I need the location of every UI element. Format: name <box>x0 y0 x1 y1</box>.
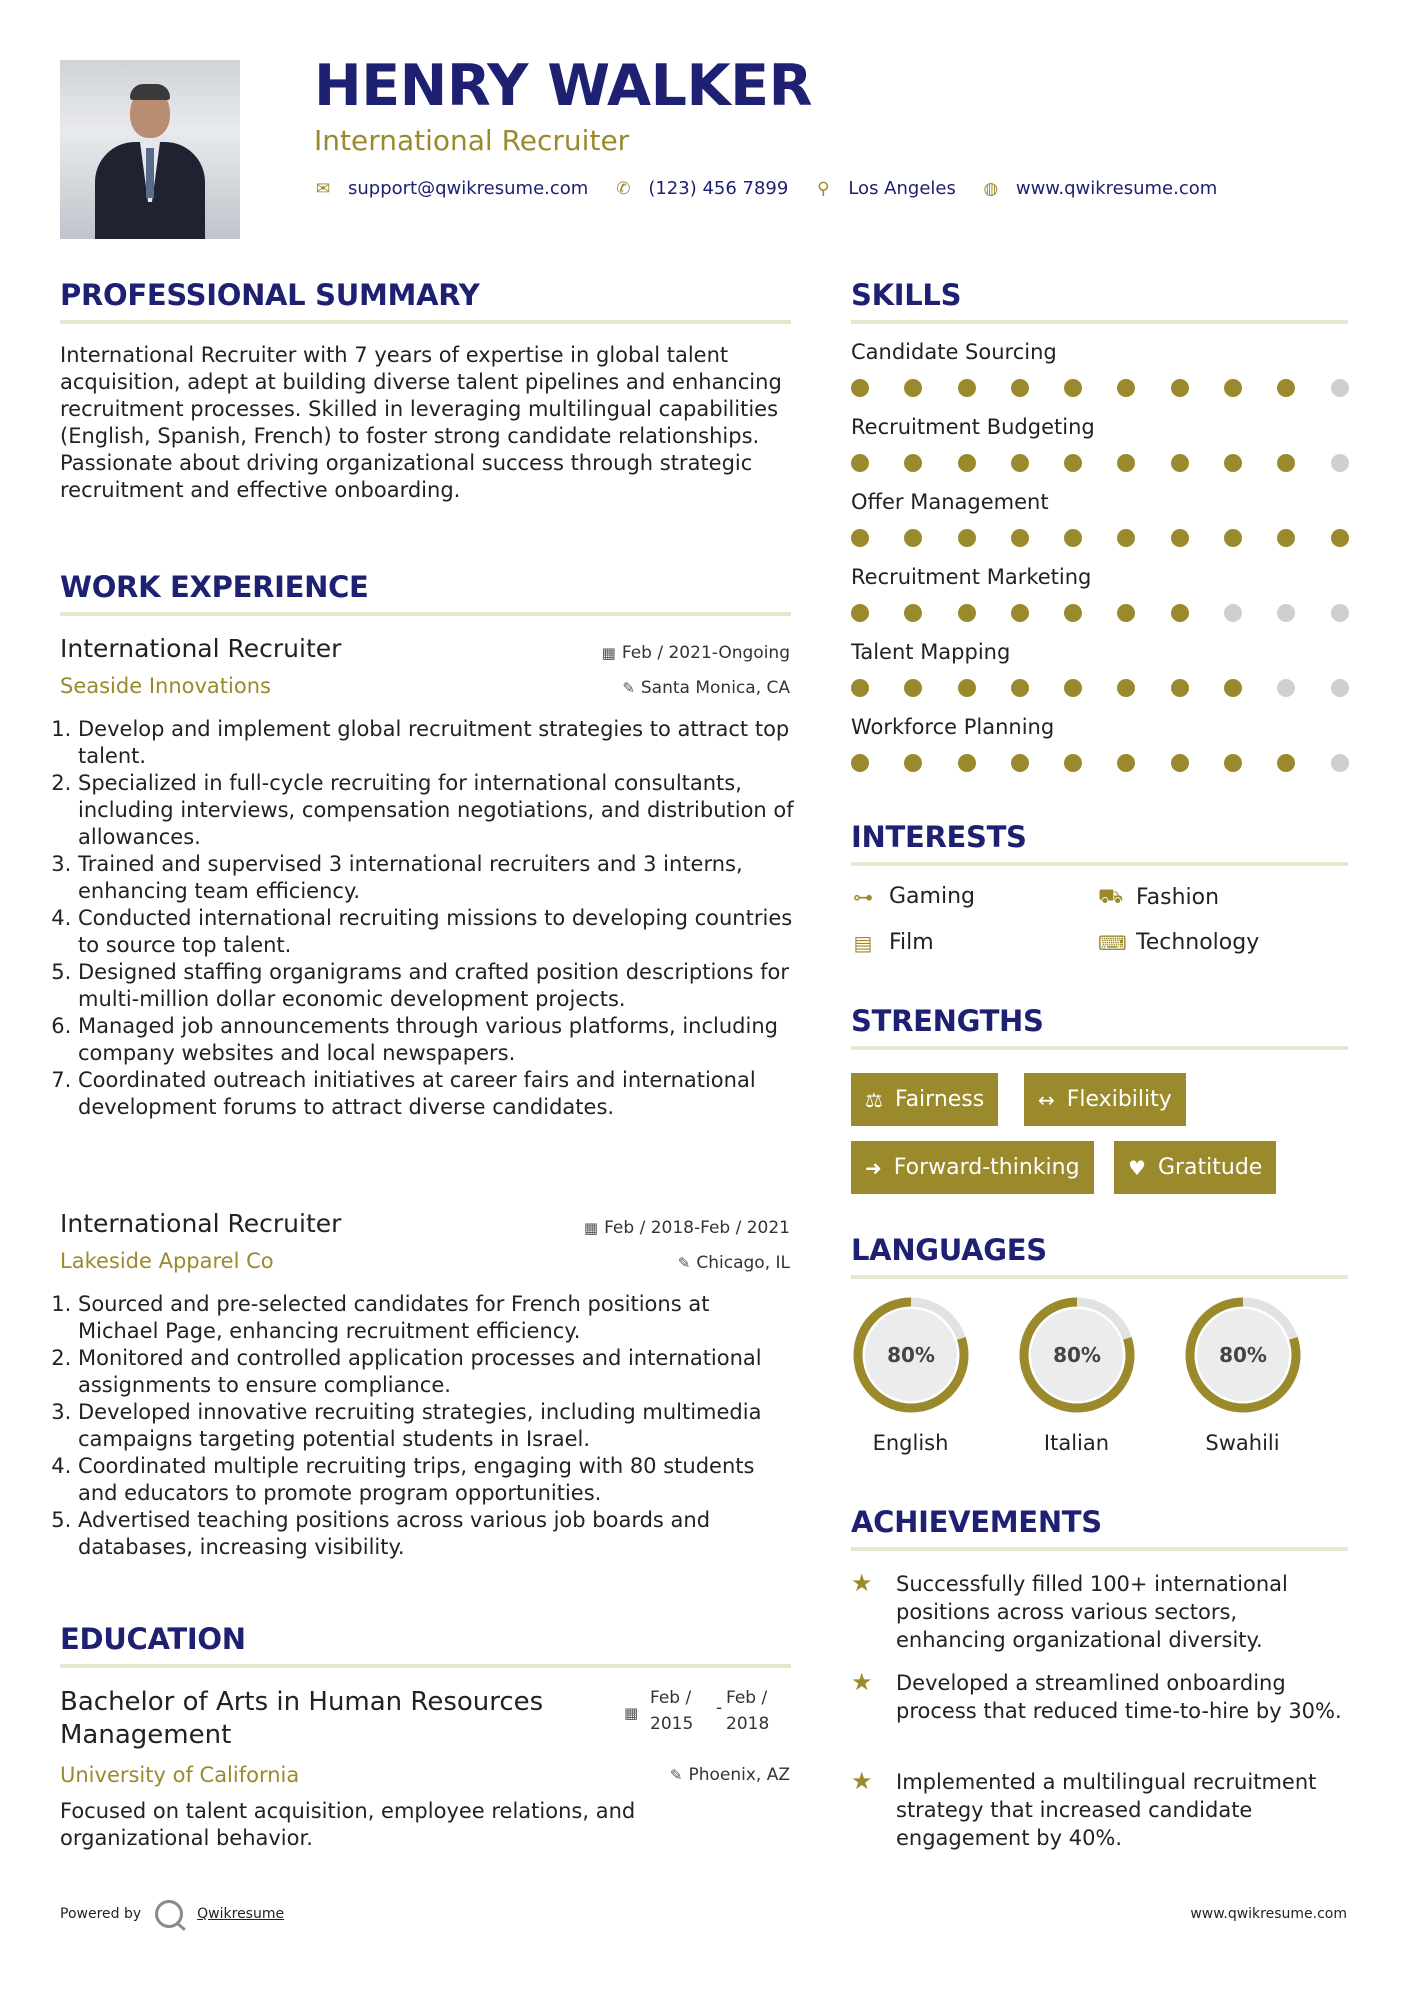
rating-dot <box>958 454 976 472</box>
rating-dot <box>1224 529 1242 547</box>
rating-dot <box>904 754 922 772</box>
rating-dot <box>851 379 869 397</box>
qwikresume-logo-icon <box>155 1900 183 1928</box>
rating-dot <box>1171 754 1189 772</box>
list-item: 5. Designed staffing organigrams and crafted position descriptions for multi-million dollar economic development projects. <box>78 959 795 1013</box>
list-item: 1. Develop and implement global recruitment strategies to attract top talent. <box>78 716 795 770</box>
rating-dot <box>1331 679 1349 697</box>
phone-icon: ✆ <box>616 178 631 199</box>
section-divider <box>851 1547 1348 1551</box>
rating-dot <box>851 754 869 772</box>
rating-dot <box>1117 754 1135 772</box>
rating-dot <box>904 454 922 472</box>
rating-dot <box>1064 754 1082 772</box>
rating-dot <box>1331 379 1349 397</box>
section-divider <box>60 1664 791 1668</box>
achievement-item: ★ Implemented a multilingual recruitment strategy that increased candidate engagement by 40%. <box>851 1767 1317 1850</box>
map-marker-icon: ⚲ <box>817 178 830 199</box>
rating-dot <box>1171 604 1189 622</box>
rating-dot <box>1011 604 1029 622</box>
skill-rating <box>851 679 1349 697</box>
footer-powered-by: Powered by Qwikresume <box>60 1900 284 1928</box>
language-ring <box>1181 1293 1305 1417</box>
calendar-icon: ▦ <box>601 644 616 662</box>
film-icon: ▤ <box>853 930 873 955</box>
job-title: International Recruiter <box>60 634 342 663</box>
rating-dot <box>1117 604 1135 622</box>
summary-text: International Recruiter with 7 years of expertise in global talent acquisition, adept at building diverse talent pipelines and enhancing recruitment processes. Skilled in leveraging multilingual capabilities (English, Spanish, French) to foster strong candidate relationships. Passionate about driving organizational success through strategic recruitment and effective onboarding. <box>60 343 782 502</box>
language-name: Italian <box>1043 1431 1110 1455</box>
rating-dot <box>1331 604 1349 622</box>
skill-name: Candidate Sourcing <box>851 340 1057 364</box>
skill-name: Recruitment Marketing <box>851 565 1092 589</box>
list-item: 3. Trained and supervised 3 international recruiters and 3 interns, enhancing team efficiency. <box>78 851 795 905</box>
language-ring <box>849 1293 973 1417</box>
list-item: 4. Conducted international recruiting missions to developing countries to source top talent. <box>78 905 795 959</box>
language-percent: 80% <box>1218 1343 1267 1367</box>
rating-dot <box>1224 379 1242 397</box>
interest-item: ⛟ Fashion <box>1098 884 1220 910</box>
rating-dot <box>1171 379 1189 397</box>
rating-dot <box>1277 529 1295 547</box>
list-item: 3. Developed innovative recruiting strategies, including multimedia campaigns targeting potential students in Israel. <box>78 1399 795 1453</box>
section-title-skills: SKILLS <box>851 278 962 312</box>
profile-photo <box>60 60 240 239</box>
skill-name: Recruitment Budgeting <box>851 415 1095 439</box>
rating-dot <box>851 679 869 697</box>
rating-dot <box>1064 454 1082 472</box>
section-title-summary: PROFESSIONAL SUMMARY <box>60 278 480 312</box>
language-percent: 80% <box>1052 1343 1101 1367</box>
strength-tag: ♥ Gratitude <box>1114 1141 1276 1194</box>
envelope-icon: ✉ <box>315 178 331 199</box>
calendar-icon: ▦ <box>583 1219 599 1237</box>
job-title: International Recruiter <box>60 1209 342 1238</box>
rating-dot <box>1331 454 1349 472</box>
company-name: Seaside Innovations <box>60 674 271 698</box>
star-icon: ★ <box>851 1569 873 1597</box>
brand-link[interactable]: Qwikresume <box>197 1906 285 1922</box>
rating-dot <box>904 604 922 622</box>
interest-item: ▤ Film <box>851 930 934 955</box>
skill-rating <box>851 379 1349 397</box>
language-item <box>1014 1293 1139 1455</box>
achievement-item: ★ Developed a streamlined onboarding process that reduced time-to-hire by 30%. <box>851 1668 1342 1723</box>
language-percent: 80% <box>886 1343 935 1367</box>
section-divider <box>851 1275 1348 1279</box>
language-ring <box>1015 1293 1139 1417</box>
education-dates: ▦ Feb / 2015 - Feb / 2018 <box>624 1688 770 1734</box>
achievement-item: ★ Successfully filled 100+ international positions across various sectors, enhancing organizational diversity. <box>851 1569 1288 1652</box>
rating-dot <box>1064 529 1082 547</box>
globe-icon: ◍ <box>983 178 999 199</box>
calendar-icon: ▦ <box>624 1704 639 1722</box>
list-item: 2. Monitored and controlled application processes and international assignments to ensure compliance. <box>78 1345 795 1399</box>
company-name: Lakeside Apparel Co <box>60 1249 274 1273</box>
rating-dot <box>1117 679 1135 697</box>
job-location: ✎ Chicago, IL <box>677 1253 790 1273</box>
language-name: English <box>872 1431 949 1455</box>
email-link[interactable]: support@qwikresume.com <box>348 178 589 199</box>
rating-dot <box>904 379 922 397</box>
skill-rating <box>851 604 1349 622</box>
section-divider <box>60 612 791 616</box>
list-item: 2. Specialized in full-cycle recruiting for international consultants, including interviews, compensation negotiations, and distribution of allowances. <box>78 770 795 851</box>
language-item <box>1180 1293 1305 1455</box>
job-dates: ▦ Feb / 2018-Feb / 2021 <box>583 1218 790 1238</box>
rating-dot <box>904 679 922 697</box>
section-title-work: WORK EXPERIENCE <box>60 570 369 604</box>
rating-dot <box>1224 454 1242 472</box>
language-name: Swahili <box>1205 1431 1280 1455</box>
section-title-education: EDUCATION <box>60 1622 246 1656</box>
rating-dot <box>851 454 869 472</box>
rating-dot <box>1224 679 1242 697</box>
education-location: ✎ Phoenix, AZ <box>669 1765 790 1785</box>
rating-dot <box>1117 529 1135 547</box>
rating-dot <box>958 604 976 622</box>
contact-bar <box>314 178 1243 199</box>
strength-tag: ↔ Flexibility <box>1024 1073 1186 1126</box>
star-icon: ★ <box>851 1668 873 1696</box>
candidate-name: HENRY WALKER <box>314 53 812 119</box>
pin-icon: ✎ <box>669 1766 683 1784</box>
rating-dot <box>958 379 976 397</box>
strength-tag: ⚖ Fairness <box>851 1073 998 1126</box>
laptop-icon: ⌨ <box>1098 930 1127 955</box>
school-name: University of California <box>60 1763 300 1787</box>
rating-dot <box>958 529 976 547</box>
pin-icon: ✎ <box>677 1254 691 1272</box>
job-location: ✎ Santa Monica, CA <box>622 678 790 698</box>
job-bullets <box>60 1291 795 1561</box>
rating-dot <box>1171 529 1189 547</box>
rating-dot <box>958 754 976 772</box>
phone-text: (123) 456 7899 <box>648 178 789 199</box>
candidate-title: International Recruiter <box>314 124 630 157</box>
section-divider <box>851 1046 1348 1050</box>
list-item: 7. Coordinated outreach initiatives at career fairs and international development forums to attract diverse candidates. <box>78 1067 795 1121</box>
section-divider <box>60 320 791 324</box>
rating-dot <box>1277 679 1295 697</box>
footer-site-link[interactable]: www.qwikresume.com <box>1190 1906 1347 1922</box>
section-title-interests: INTERESTS <box>851 820 1027 854</box>
rating-dot <box>1011 529 1029 547</box>
section-divider <box>851 862 1348 866</box>
rating-dot <box>1331 529 1349 547</box>
education-description: Focused on talent acquisition, employee relations, and organizational behavior. <box>60 1799 636 1850</box>
section-title-achievements: ACHIEVEMENTS <box>851 1505 1102 1539</box>
skill-rating <box>851 529 1349 547</box>
rating-dot <box>1064 604 1082 622</box>
list-item: 1. Sourced and pre-selected candidates for French positions at Michael Page, enhancing recruitment efficiency. <box>78 1291 795 1345</box>
rating-dot <box>1011 754 1029 772</box>
rating-dot <box>1331 754 1349 772</box>
rating-dot <box>1011 679 1029 697</box>
section-title-strengths: STRENGTHS <box>851 1004 1044 1038</box>
list-item: 5. Advertised teaching positions across various job boards and databases, increasing visibility. <box>78 1507 795 1561</box>
rating-dot <box>851 529 869 547</box>
rating-dot <box>1011 454 1029 472</box>
shopping-bag-icon: ⛟ <box>1098 884 1124 908</box>
rating-dot <box>1277 754 1295 772</box>
rating-dot <box>904 529 922 547</box>
rating-dot <box>1277 604 1295 622</box>
job-bullets <box>60 716 795 1121</box>
website-link[interactable]: www.qwikresume.com <box>1015 178 1218 199</box>
interest-item: ⊶ Gaming <box>853 884 975 909</box>
arrow-right-icon: ➜ <box>865 1155 882 1180</box>
list-item: 4. Coordinated multiple recruiting trips, engaging with 80 students and educators to promote program opportunities. <box>78 1453 795 1507</box>
rating-dot <box>851 604 869 622</box>
degree-title: Bachelor of Arts in Human Resources Management <box>60 1687 544 1750</box>
strength-tag: ➜ Forward-thinking <box>851 1141 1094 1194</box>
skill-name: Workforce Planning <box>851 715 1055 739</box>
rating-dot <box>1011 379 1029 397</box>
location-text: Los Angeles <box>848 178 956 199</box>
section-divider <box>851 320 1348 324</box>
skill-rating <box>851 454 1349 472</box>
skill-name: Talent Mapping <box>851 640 1011 664</box>
balance-scale-icon: ⚖ <box>865 1087 883 1112</box>
skill-rating <box>851 754 1349 772</box>
rating-dot <box>1064 379 1082 397</box>
list-item: 6. Managed job announcements through various platforms, including company websites and local newspapers. <box>78 1013 795 1067</box>
rating-dot <box>958 679 976 697</box>
rating-dot <box>1224 754 1242 772</box>
section-title-languages: LANGUAGES <box>851 1233 1047 1267</box>
interest-item: ⌨ Technology <box>1098 930 1260 955</box>
rating-dot <box>1224 604 1242 622</box>
language-item <box>848 1293 973 1455</box>
star-icon: ★ <box>851 1767 873 1795</box>
rating-dot <box>1117 379 1135 397</box>
pin-icon: ✎ <box>622 679 635 697</box>
rating-dot <box>1277 379 1295 397</box>
heart-icon: ♥ <box>1128 1155 1146 1180</box>
rating-dot <box>1277 454 1295 472</box>
rating-dot <box>1117 454 1135 472</box>
rating-dot <box>1064 679 1082 697</box>
job-dates: ▦ Feb / 2021-Ongoing <box>601 643 790 663</box>
rating-dot <box>1171 454 1189 472</box>
rating-dot <box>1171 679 1189 697</box>
arrows-h-icon: ↔ <box>1038 1087 1055 1112</box>
gamepad-icon: ⊶ <box>853 884 873 909</box>
skill-name: Offer Management <box>851 490 1049 514</box>
